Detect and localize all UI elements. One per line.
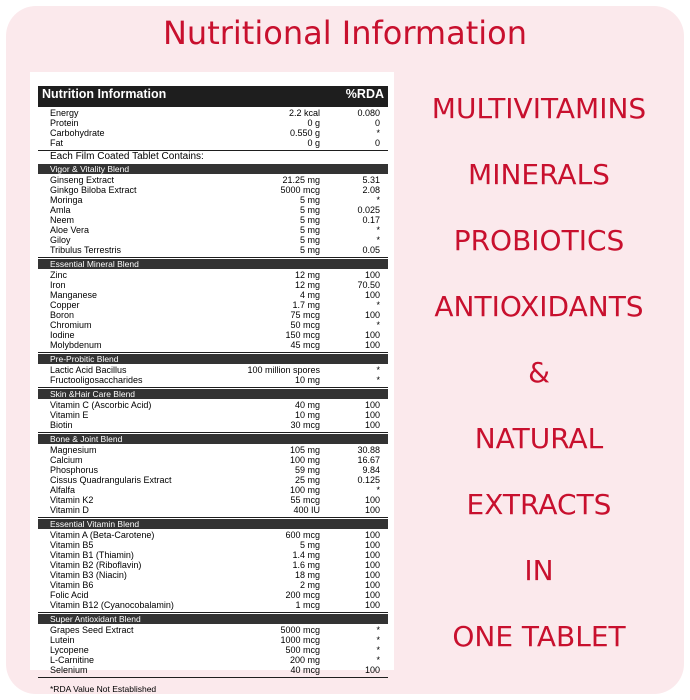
nutrient-name: Grapes Seed Extract [50,625,134,635]
nutrient-amount: 200 mg [289,655,320,665]
table-row [38,570,388,580]
contains-label: Each Film Coated Tablet Contains: [50,151,204,162]
nutrient-rda: 100 [364,400,380,410]
table-row [38,300,388,310]
nutrient-name: Vitamin D [50,505,89,515]
nutrient-amount: 50 mcg [290,320,320,330]
blend-title: Vigor & Vitality Blend [38,164,388,174]
nutrient-name: Lactic Acid Bacillus [50,365,127,375]
nutrient-amount: 10 mg [294,410,320,420]
nutrient-amount: 45 mcg [290,340,320,350]
nutrient-amount: 5 mg [299,245,320,255]
table-row [38,420,388,430]
nutrient-name: Amla [50,205,71,215]
table-row [38,245,388,255]
nutrient-name: Manganese [50,290,98,300]
nutrient-rda: 100 [364,505,380,515]
table-row [38,560,388,570]
nutrient-rda: 100 [364,560,380,570]
nutrient-amount: 30 mcg [290,420,320,430]
nutrient-rda: * [376,635,380,645]
nutrient-amount: 59 mg [294,465,320,475]
table-row [38,128,388,138]
feature-text: PROBIOTICS [453,224,625,257]
nutrient-name: Molybdenum [50,340,102,350]
nutrient-rda: 100 [364,600,380,610]
blend-title: Essential Mineral Blend [38,259,388,269]
nutrient-name: Vitamin A (Beta-Carotene) [50,530,155,540]
table-row [38,330,388,340]
table-row [38,175,388,185]
table-row [38,530,388,540]
nutrient-name: Fat [50,138,64,148]
table-row [38,665,388,675]
nutrient-amount: 100 million spores [247,365,320,375]
nutrient-rda: * [376,655,380,665]
nutrient-name: Chromium [50,320,92,330]
nutrient-amount: 21.25 mg [282,175,320,185]
nutrient-rda: * [376,645,380,655]
nutrient-name: Lutein [50,635,75,645]
nutrient-name: Iron [50,280,66,290]
nutrient-name: Ginkgo Biloba Extract [50,185,137,195]
nutrient-rda: 100 [364,290,380,300]
nutrient-name: Giloy [50,235,71,245]
nutrient-rda: * [376,485,380,495]
feature-text: MULTIVITAMINS [431,92,647,125]
nutrient-rda: 0 [374,118,380,128]
feature-text: ONE TABLET [452,620,626,653]
nutrient-amount: 100 mg [289,485,320,495]
nutrient-amount: 1000 mcg [280,635,320,645]
nutrient-amount: 1.6 mg [292,560,320,570]
nutrition-table [38,86,388,694]
nutrient-rda: * [376,320,380,330]
nutrient-amount: 2 mg [299,580,320,590]
table-row [38,108,388,118]
nutrient-name: L-Carnitine [50,655,95,665]
blend-title: Essential Vitamin Blend [38,519,388,529]
blend-section [38,529,388,613]
nutrient-amount: 0 g [307,118,320,128]
nutrient-rda: 100 [364,530,380,540]
nutrient-rda: 100 [364,665,380,675]
nutrient-name: Vitamin B12 (Cyanocobalamin) [50,600,174,610]
nutrient-name: Vitamin E [50,410,89,420]
nutrient-name: Vitamin B2 (Riboflavin) [50,560,142,570]
nutrient-rda: * [376,235,380,245]
nutrient-name: Copper [50,300,80,310]
basic-nutrients [38,107,388,151]
nutrient-name: Magnesium [50,445,97,455]
table-row [38,540,388,550]
nutrient-amount: 4 mg [299,290,320,300]
blend-title: Super Antioxidant Blend [38,614,388,624]
table-row [38,290,388,300]
table-row [38,375,388,385]
nutrient-amount: 400 IU [293,505,320,515]
table-row [38,118,388,128]
blend-section [38,269,388,353]
nutrient-amount: 500 mcg [285,645,320,655]
nutrient-amount: 600 mcg [285,530,320,540]
table-row [38,270,388,280]
nutrient-rda: 0.17 [362,215,380,225]
nutrient-amount: 2.2 kcal [288,108,320,118]
nutrient-rda: * [376,375,380,385]
nutrient-name: Lycopene [50,645,89,655]
nutrient-name: Vitamin C (Ascorbic Acid) [50,400,152,410]
blend-section [38,364,388,388]
table-row [38,310,388,320]
nutrient-rda: 100 [364,340,380,350]
nutrient-name: Vitamin B6 [50,580,94,590]
nutrient-rda: 100 [364,550,380,560]
footnote: *RDA Value Not Established [50,684,157,694]
nutrient-rda: 2.08 [362,185,380,195]
nutrient-amount: 150 mcg [285,330,320,340]
nutrient-rda: 100 [364,495,380,505]
table-row [38,625,388,635]
nutrient-amount: 18 mg [294,570,320,580]
nutrient-name: Vitamin B3 (Niacin) [50,570,127,580]
table-row [38,195,388,205]
nutrient-rda: 0 [374,138,380,148]
nutrient-name: Alfalfa [50,485,76,495]
nutrient-name: Iodine [50,330,75,340]
nutrient-name: Aloe Vera [50,225,90,235]
nutrient-amount: 5 mg [299,195,320,205]
table-row [38,365,388,375]
nutrient-name: Carbohydrate [50,128,105,138]
nutrient-amount: 5 mg [299,215,320,225]
table-row [38,475,388,485]
table-row [38,590,388,600]
nutrient-name: Neem [50,215,75,225]
nutrient-amount: 5000 mcg [280,625,320,635]
feature-text: & [528,356,550,389]
nutrient-rda: 100 [364,590,380,600]
table-row [38,205,388,215]
table-row [38,138,388,148]
nutrient-name: Tribulus Terrestris [50,245,122,255]
feature-text: EXTRACTS [466,488,612,521]
table-row [38,410,388,420]
nutrient-rda: 100 [364,570,380,580]
nutrient-amount: 100 mg [289,455,320,465]
nutrient-rda: 0.080 [357,108,380,118]
nutrient-amount: 12 mg [294,280,320,290]
nutrient-amount: 105 mg [289,445,320,455]
nutrient-name: Biotin [50,420,73,430]
table-row [38,445,388,455]
nutrient-name: Cissus Quadrangularis Extract [50,475,172,485]
nutrient-amount: 5000 mcg [280,185,320,195]
nutrient-rda: 100 [364,330,380,340]
blend-section [38,444,388,518]
nutrient-name: Selenium [50,665,88,675]
nutrient-amount: 1.4 mg [292,550,320,560]
nutrient-amount: 200 mcg [285,590,320,600]
nutrient-amount: 12 mg [294,270,320,280]
table-row [38,235,388,245]
table-row [38,400,388,410]
blend-title: Skin &Hair Care Blend [38,389,388,399]
table-row [38,655,388,665]
nutrient-name: Moringa [50,195,83,205]
blend-section [38,399,388,433]
table-row [38,580,388,590]
nutrient-rda: 70.50 [357,280,380,290]
blend-title: Bone & Joint Blend [38,434,388,444]
nutrient-amount: 1 mcg [295,600,320,610]
feature-text: IN [524,554,554,587]
nutrient-rda: 9.84 [362,465,380,475]
nutrient-rda: 100 [364,420,380,430]
nutrient-rda: * [376,365,380,375]
table-title: Nutrition Information [42,87,167,101]
blend-section [38,174,388,258]
nutrient-rda: 100 [364,540,380,550]
nutrient-rda: * [376,300,380,310]
nutrient-amount: 55 mcg [290,495,320,505]
table-row [38,495,388,505]
nutrient-rda: 100 [364,270,380,280]
blends-container [38,164,388,678]
table-row [38,215,388,225]
table-row [38,465,388,475]
nutrient-rda: 0.125 [357,475,380,485]
table-row [38,600,388,610]
nutrient-amount: 1.7 mg [292,300,320,310]
table-row [38,635,388,645]
table-row [38,320,388,330]
nutrient-amount: 5 mg [299,225,320,235]
nutrient-amount: 0.550 g [289,128,320,138]
nutrient-name: Fructooligosaccharides [50,375,143,385]
nutrient-amount: 0 g [307,138,320,148]
table-row [38,185,388,195]
nutrient-amount: 5 mg [299,235,320,245]
nutrient-amount: 25 mg [294,475,320,485]
nutrient-amount: 75 mcg [290,310,320,320]
nutrient-amount: 10 mg [294,375,320,385]
nutrient-rda: 0.025 [357,205,380,215]
nutrient-name: Zinc [50,270,68,280]
nutrient-name: Energy [50,108,79,118]
nutrient-name: Calcium [50,455,83,465]
nutrient-rda: 16.67 [357,455,380,465]
table-row [38,280,388,290]
nutrient-name: Vitamin K2 [50,495,94,505]
nutrient-amount: 40 mcg [290,665,320,675]
nutrient-rda: 100 [364,580,380,590]
nutrient-name: Vitamin B1 (Thiamin) [50,550,134,560]
table-row [38,505,388,515]
table-row [38,340,388,350]
table-row [38,455,388,465]
feature-text: ANTIOXIDANTS [434,290,644,323]
nutrient-amount: 5 mg [299,540,320,550]
blend-title: Pre-Probitic Blend [38,354,388,364]
table-row [38,225,388,235]
nutrient-rda: * [376,625,380,635]
table-header [38,86,388,107]
nutrient-rda: * [376,128,380,138]
nutrient-rda: 5.31 [362,175,380,185]
rda-header: %RDA [345,87,384,101]
feature-text: NATURAL [474,422,604,455]
table-row [38,485,388,495]
nutrient-rda: 30.88 [357,445,380,455]
blend-section [38,624,388,678]
nutrient-name: Protein [50,118,79,128]
table-row [38,550,388,560]
nutrient-name: Vitamin B5 [50,540,94,550]
nutrient-rda: 100 [364,310,380,320]
nutrient-name: Folic Acid [50,590,89,600]
nutrient-rda: 0.05 [362,245,380,255]
nutrient-amount: 5 mg [299,205,320,215]
nutrient-rda: 100 [364,410,380,420]
nutrient-rda: * [376,225,380,235]
nutrient-name: Phosphorus [50,465,99,475]
feature-text: MINERALS [468,158,610,191]
table-row [38,645,388,655]
nutrient-name: Boron [50,310,75,320]
page-title: Nutritional Information [162,14,527,52]
nutrient-rda: * [376,195,380,205]
nutrient-amount: 40 mg [294,400,320,410]
nutrient-name: Ginseng Extract [50,175,115,185]
